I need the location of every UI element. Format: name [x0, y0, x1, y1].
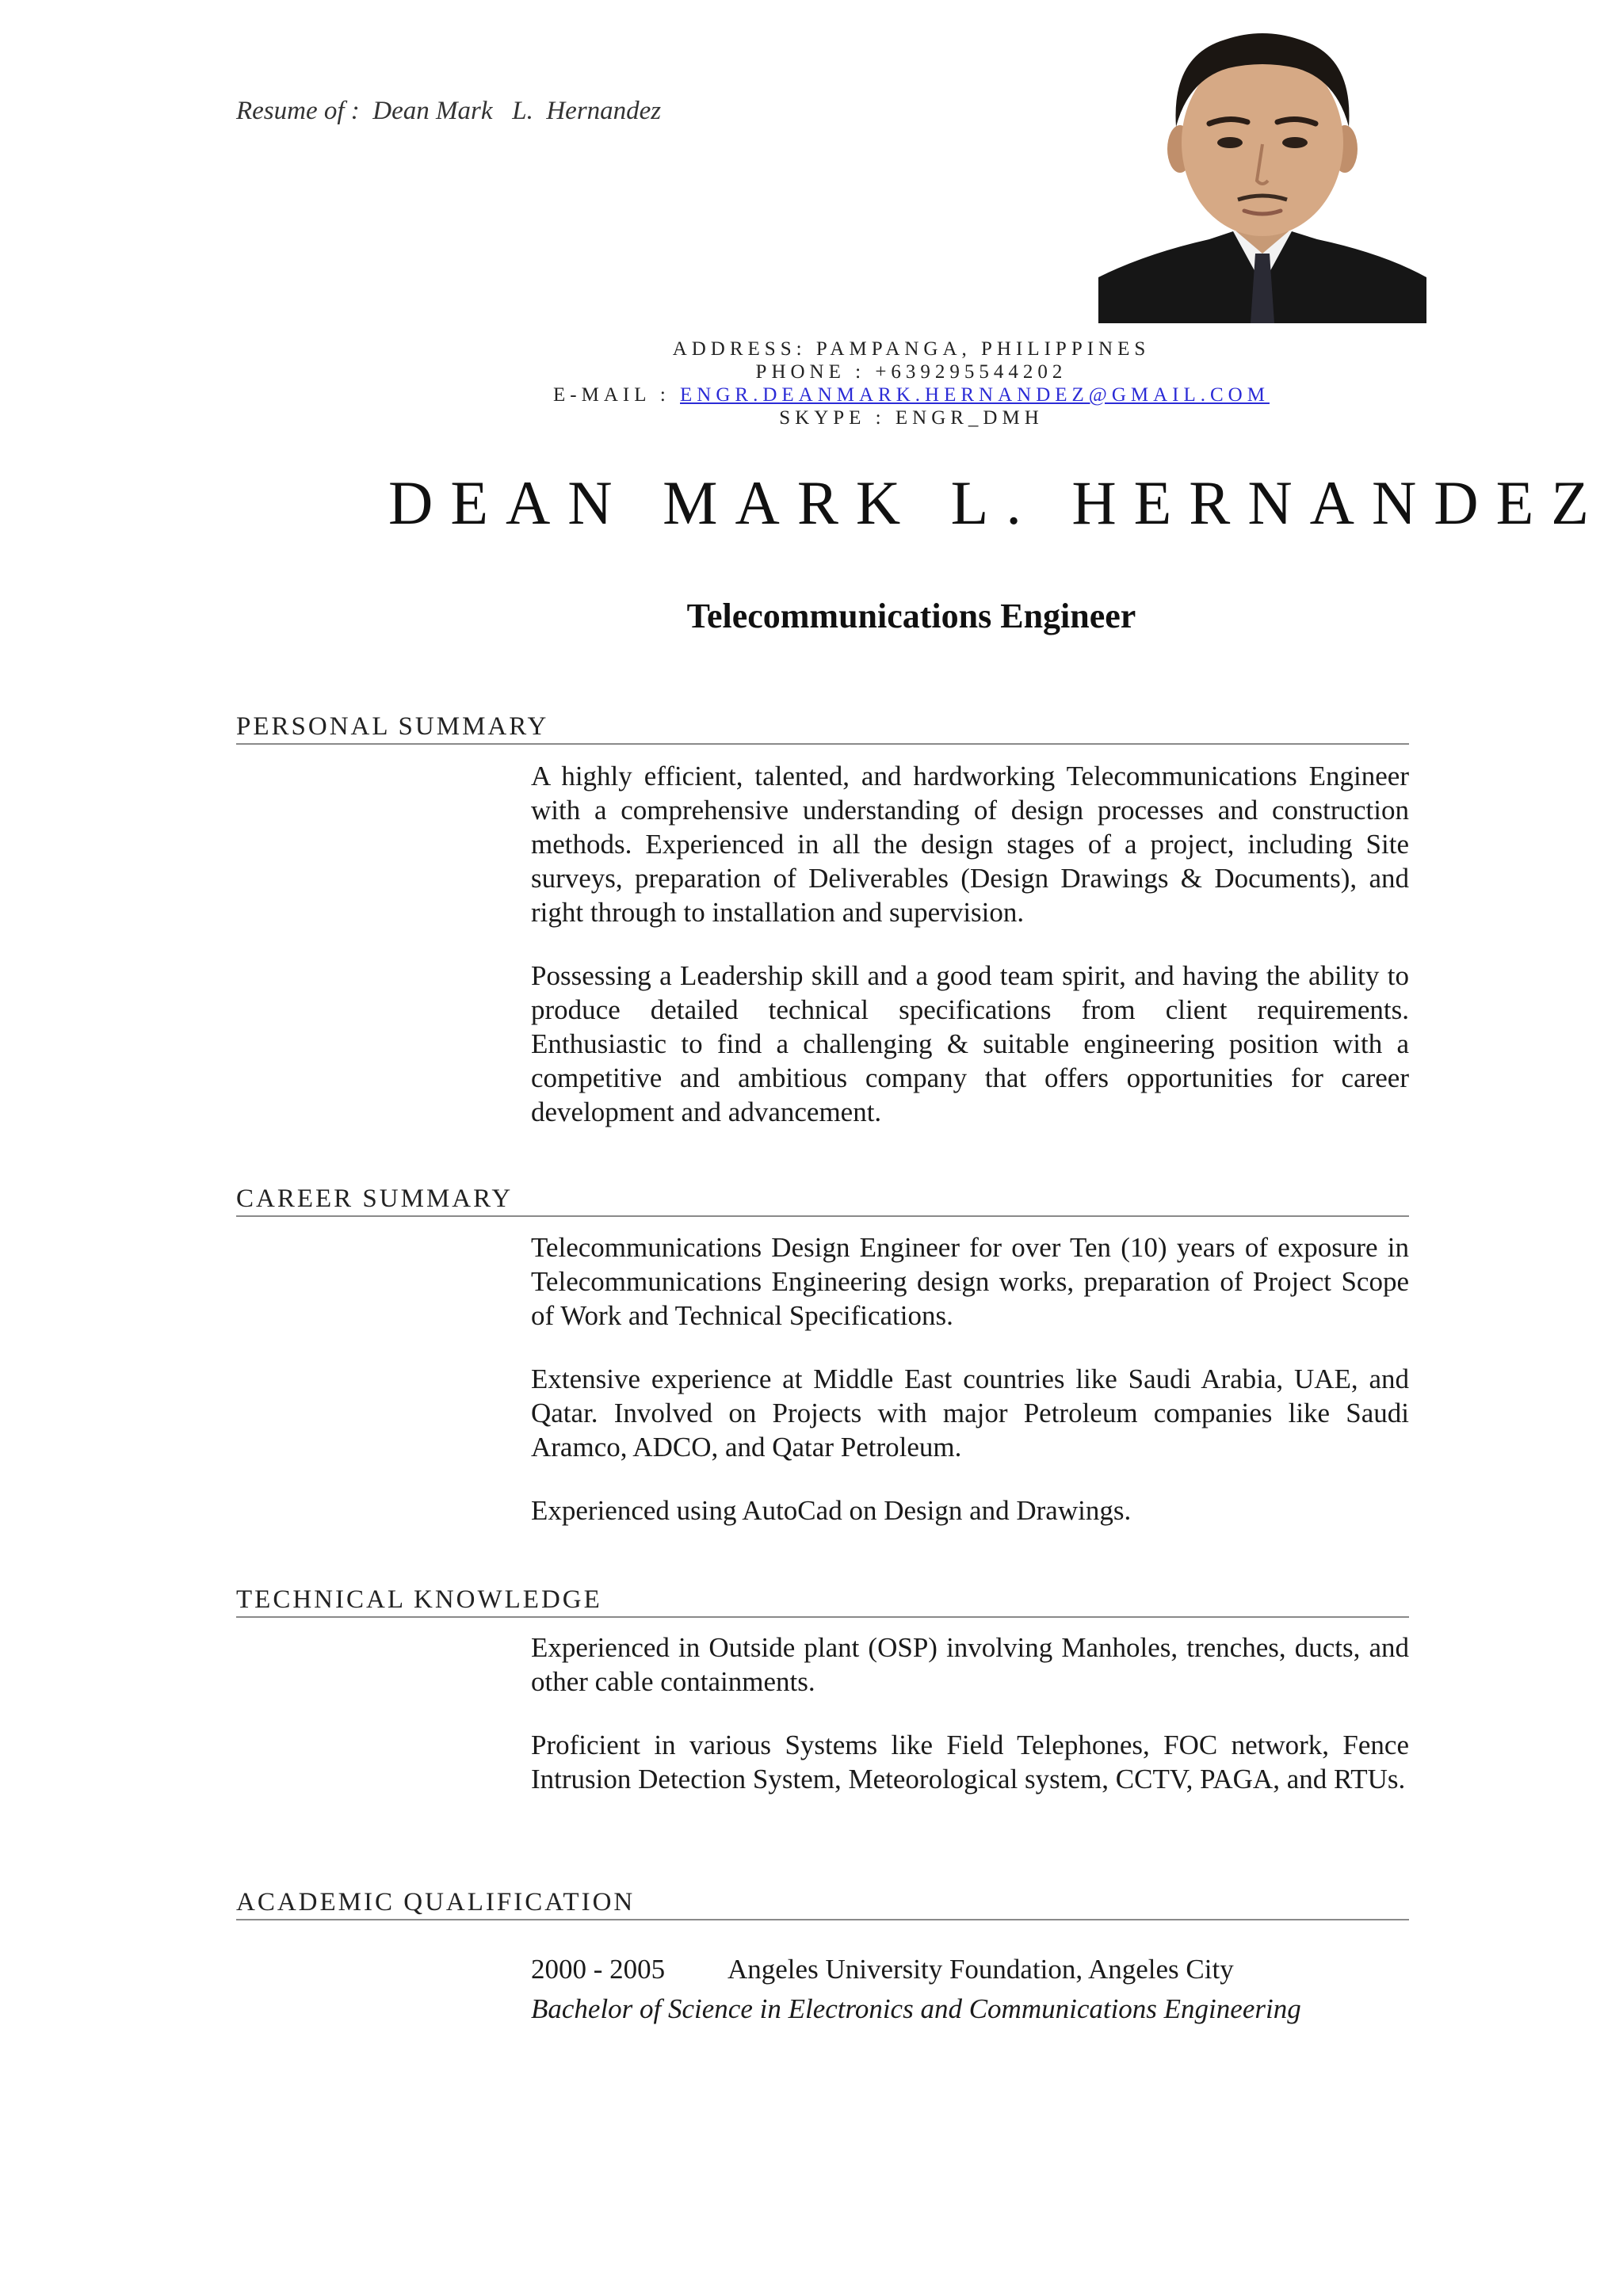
- education-school: Angeles University Foundation, Angeles City: [727, 1954, 1234, 1985]
- contact-email-link[interactable]: ENGR.DEANMARK.HERNANDEZ@GMAIL.COM: [680, 384, 1270, 406]
- paragraph: Experienced in Outside plant (OSP) involving Manholes, trenches, ducts, and other cable containments.: [531, 1632, 1409, 1697]
- section-heading-academic-qualification: ACADEMIC QUALIFICATION: [236, 1887, 1409, 1920]
- contact-block: [396, 338, 1426, 429]
- section-heading-technical-knowledge: TECHNICAL KNOWLEDGE: [236, 1585, 1409, 1618]
- paragraph: A highly efficient, talented, and hardworking Telecommunications Engineer with a comprehensive understanding of design processes and construction methods. Experienced in all the design stages of a project, including Site surveys, preparation of Deliverables (Design Drawings & Documents), and right through to installation and supervision.: [531, 761, 1409, 928]
- paragraph: Possessing a Leadership skill and a good team spirit, and having the ability to produce detailed technical specifications from client requirements. Enthusiastic to find a challenging & suitable engineering position with a competitive and ambitious company that offers opportunities for career development and advancement.: [531, 960, 1409, 1127]
- education-degree: Bachelor of Science in Electronics and Communications Engineering: [531, 1993, 1301, 2024]
- candidate-name: DEAN MARK L. HERNANDEZ: [388, 468, 1606, 537]
- section-heading-personal-summary: PERSONAL SUMMARY: [236, 711, 1409, 745]
- contact-address: ADDRESS: PAMPANGA, PHILIPPINES: [672, 338, 1151, 360]
- education-row: [531, 1954, 1234, 1985]
- contact-email-label: E-MAIL :: [553, 384, 681, 406]
- education-years: 2000 - 2005: [531, 1954, 666, 1985]
- section-body-personal-summary: [531, 759, 1409, 1158]
- contact-email-row: [396, 383, 1426, 406]
- section-body-technical-knowledge: [531, 1630, 1409, 1825]
- section-body-career-summary: [531, 1230, 1409, 1557]
- paragraph: Extensive experience at Middle East countries like Saudi Arabia, UAE, and Qatar. Involved on Projects with major Petroleum companies like Saudi Aramco, ADCO, and Qatar Petroleum.: [531, 1363, 1409, 1463]
- paragraph: Experienced using AutoCad on Design and Drawings.: [531, 1495, 1132, 1526]
- job-title: Telecommunications Engineer: [686, 597, 1136, 635]
- resume-of-label: Resume of : Dean Mark L. Hernandez: [236, 97, 662, 125]
- contact-phone: PHONE : +639295544202: [755, 361, 1067, 383]
- profile-photo: [1098, 16, 1426, 323]
- contact-skype: SKYPE : ENGR_DMH: [779, 407, 1044, 429]
- paragraph: Proficient in various Systems like Field Telephones, FOC network, Fence Intrusion Detection System, Meteorological system, CCTV, PAGA, and RTUs.: [531, 1730, 1409, 1794]
- paragraph: Telecommunications Design Engineer for over Ten (10) years of exposure in Telecommunications Engineering design works, preparation of Project Scope of Work and Technical Specifications.: [531, 1232, 1409, 1331]
- section-heading-career-summary: CAREER SUMMARY: [236, 1184, 1409, 1217]
